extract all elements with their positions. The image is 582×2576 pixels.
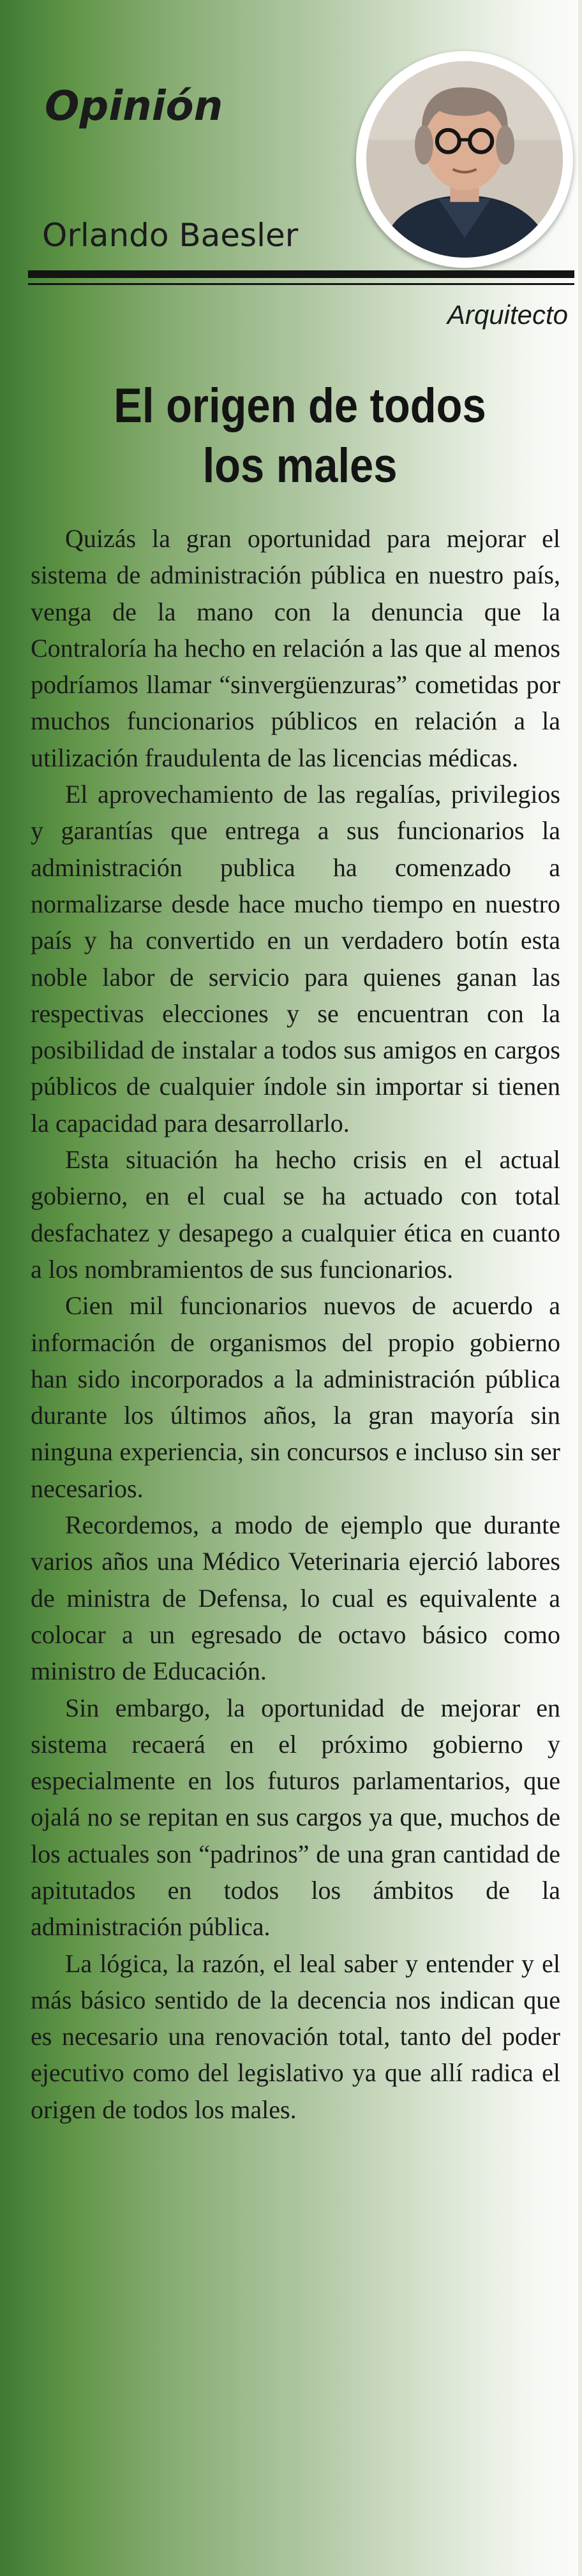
article-title-line-1: El origen de todos <box>114 379 486 433</box>
article-body <box>31 520 560 2128</box>
article-paragraph: Recordemos, a modo de ejemplo que durante varios años una Médico Veterinaria ejerció labores de ministra de Defensa, lo cual es equivalente a colocar a un egresado de octavo básico como ministro de Educación. <box>31 1511 560 1686</box>
article-paragraph: Quizás la gran oportunidad para mejorar el sistema de administración pública en nuestro país, venga de la mano con la denuncia que la Contraloría ha hecho en relación a las que al menos podríamos llamar “sinvergüenzuras” cometidas por muchos funcionarios públicos en relación a la utilización fraudulenta de las licencias médicas. <box>31 524 560 772</box>
article-title-line-2: los males <box>202 439 398 493</box>
article-title <box>70 376 530 496</box>
article-paragraph: Cien mil funcionarios nuevos de acuerdo a información de organismos del propio gobierno han sido incorporados a la administración pública durante los últimos años, la gran mayoría sin ninguna experiencia, sin concursos e incluso sin ser necesarios. <box>31 1291 560 1503</box>
article-paragraph: Sin embargo, la oportunidad de mejorar en sistema recaerá en el próximo gobierno y especialmente en los futuros parlamentarios, que ojalá no se repitan en sus cargos ya que, muchos de los actuales son “padrinos” de una gran cantidad de apitutados en todos los ámbitos de la administración pública. <box>31 1693 560 1942</box>
article-paragraph: El aprovechamiento de las regalías, privilegios y garantías que entrega a sus funcionarios la administración publica ha comenzado a normalizarse desde hace mucho tiempo en nuestro país y ha convertido en un verdadero botín esta noble labor de servicio para quienes ganan las respectivas elecciones y se encuentran con la posibilidad de instalar a todos sus amigos en cargos públicos de cualquier índole sin importar si tienen la capacidad para desarrollarlo. <box>31 780 560 1138</box>
author-portrait-icon <box>366 61 563 258</box>
article-paragraph: Esta situación ha hecho crisis en el actual gobierno, en el cual se ha actuado con total desfachatez y desapego a cualquier ética en cuanto a los nombramientos de sus funcionarios. <box>31 1145 560 1284</box>
article-paragraph: La lógica, la razón, el leal saber y entender y el más básico sentido de la decencia nos indican que es necesario una renovación total, tanto del poder ejecutivo como del legislativo ya que allí radica el origen de todos los males. <box>31 1949 560 2124</box>
header-rule-thick <box>28 270 574 278</box>
author-profession: Arquitecto <box>447 300 568 330</box>
header-rule-thin <box>28 283 574 285</box>
author-name: Orlando Baesler <box>42 217 299 254</box>
author-portrait-photo <box>366 61 563 258</box>
section-label: Opinión <box>45 83 223 130</box>
